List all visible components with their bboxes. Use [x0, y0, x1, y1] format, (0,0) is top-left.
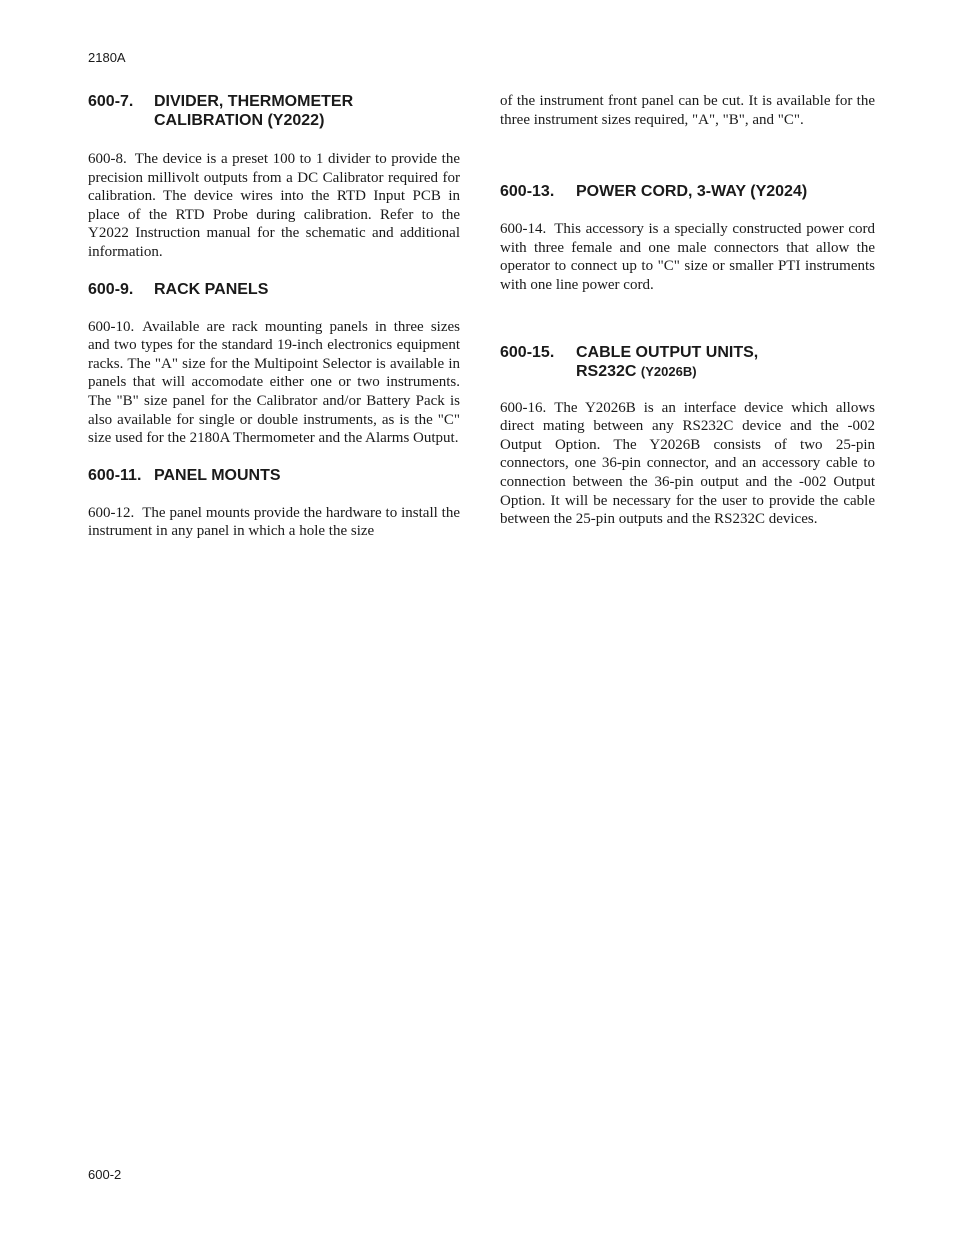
section-title: POWER CORD, 3-WAY (Y2024)	[576, 183, 808, 201]
paragraph-600-12-continued: of the instrument front panel can be cut. It is available for the three instrument sizes required, "A", "B", and "C".	[500, 93, 875, 128]
section-title-code: (Y2026B)	[640, 363, 697, 379]
section-title-line: RS232C	[576, 362, 641, 380]
paragraph-number: 600-10.	[88, 318, 135, 335]
section-title-line: CABLE OUTPUT UNITS,	[576, 343, 759, 361]
section-number: 600-7.	[88, 93, 134, 110]
paragraph-600-10	[88, 318, 460, 448]
section-number: 600-13.	[500, 183, 555, 201]
paragraph-600-12	[88, 504, 460, 541]
paragraph-number: 600-16.	[500, 399, 547, 416]
section-title: RACK PANELS	[154, 280, 269, 298]
paragraph-text: The device is a preset 100 to 1 divider to provide the precision millivolt outputs from a DC Calibrator required for calibration. The device wires into the RTD Input PCB in place of the RTD Probe during calibration. Refer to the Y2022 Instruction manual for the schematic and additional information.	[88, 151, 460, 260]
paragraph-text: The panel mounts provide the hardware to install the instrument in any panel in which a hole the size	[88, 504, 460, 540]
section-title-line: DIVIDER, THERMOMETER	[154, 93, 354, 110]
section-heading-600-7	[88, 92, 460, 130]
section-number: 600-15.	[500, 343, 555, 361]
paragraph-600-8	[88, 150, 460, 262]
page-number: 600-2	[88, 1167, 122, 1182]
left-column	[88, 92, 460, 541]
section-number: 600-11.	[88, 466, 142, 484]
paragraph-600-14	[500, 220, 875, 294]
section-heading-600-15	[500, 343, 875, 381]
paragraph-text: Available are rack mounting panels in three sizes and two types for the standard 19-inch electronics equipment racks. The "A" size for the Multipoint Selector is available in panels that will accomodate either one or two instruments. The "B" size panel for the Calibrator and/or Battery Pack is also available for single or double instruments, as is the "C" size used for the 2180A Thermometer and the Alarms Output.	[88, 318, 460, 447]
right-column	[500, 92, 875, 529]
section-title	[154, 92, 460, 130]
section-heading-600-9	[88, 280, 460, 299]
paragraph-number: 600-8.	[88, 151, 127, 167]
section-title	[576, 343, 875, 381]
paragraph-600-16	[500, 399, 875, 529]
paragraph-number: 600-12.	[88, 504, 135, 521]
section-title: PANEL MOUNTS	[154, 466, 281, 484]
section-heading-600-13	[500, 182, 875, 201]
section-title-line: CALIBRATION (Y2022)	[154, 112, 325, 129]
document-id: 2180A	[88, 50, 126, 65]
section-heading-600-11	[88, 466, 460, 485]
paragraph-text: This accessory is a specially constructed power cord with three female and one male connectors that allow the operator to connect up to "C" size or smaller PTI instruments with one line power cord.	[500, 221, 875, 293]
paragraph-text: The Y2026B is an interface device which allows direct mating between any RS232C device and the -002 Output Option. The Y2026B consists of two 25-pin connectors, one 36-pin connector, and an accessory cable to connection between the 36-pin output and the -002 Output Option. It will be necessary for the user to provide the cable between the 25-pin outputs and the RS232C devices.	[500, 399, 875, 528]
paragraph-number: 600-14.	[500, 221, 547, 238]
section-number: 600-9.	[88, 280, 134, 298]
